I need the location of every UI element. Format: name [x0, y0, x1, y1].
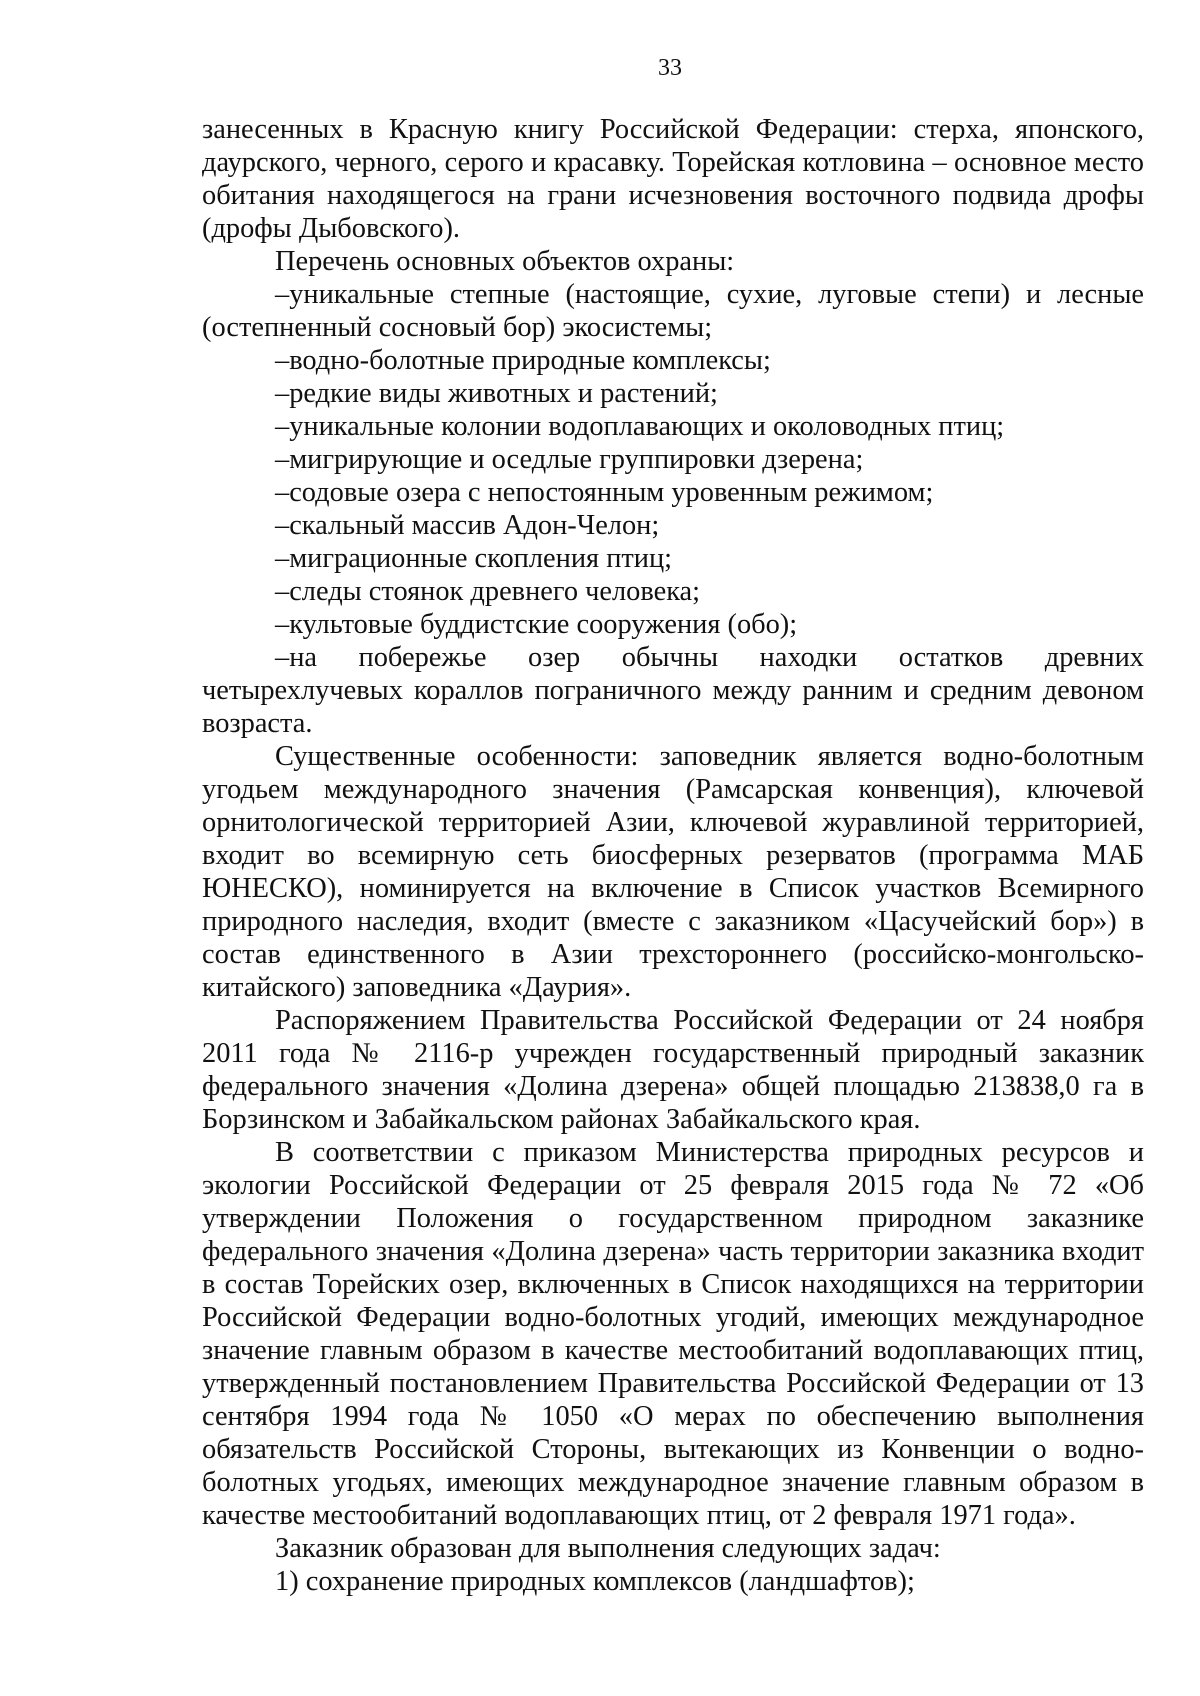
list-item: –редкие виды животных и растений; [275, 378, 718, 409]
list-item: –водно-болотные природные комплексы; [275, 345, 771, 376]
list-item: –следы стоянок древнего человека; [275, 576, 701, 607]
page-number: 33 [658, 55, 682, 81]
list-item: –скальный массив Адон-Челон; [275, 510, 660, 541]
list-item: –миграционные скопления птиц; [275, 543, 673, 574]
list-item: –культовые буддистские сооружения (обо); [275, 609, 798, 640]
list-item: –уникальные колонии водоплавающих и околоводных птиц; [275, 411, 1005, 442]
tasks-heading: Заказник образован для выполнения следующих задач: [275, 1533, 941, 1564]
list-item: –содовые озера с непостоянным уровенным режимом; [275, 477, 934, 508]
document-body [202, 113, 1144, 1598]
protected-objects-heading: Перечень основных объектов охраны: [275, 246, 735, 277]
list-item: –уникальные степные (настоящие, сухие, луговые степи) и лесные (остепненный сосновый бор) экосистемы; [202, 279, 1144, 343]
paragraph-decree: Распоряжением Правительства Российской Федерации от 24 ноября 2011 года № 2116-р учрежден государственный природный заказник федерального значения «Долина дзерена» общей площадью 213838,0 га в Борзинском и Забайкальском районах Забайкальского края. [202, 1005, 1144, 1135]
list-item: –на побережье озер обычны находки остатков древних четырехлучевых кораллов пограничного между ранним и средним девоном возраста. [202, 642, 1144, 739]
task-item: 1) сохранение природных комплексов (ландшафтов); [275, 1566, 915, 1597]
list-item: –мигрирующие и оседлые группировки дзерена; [275, 444, 864, 475]
paragraph-features: Существенные особенности: заповедник является водно-болотным угодьем международного значения (Рамсарская конвенция), ключевой орнитологической территорией Азии, ключевой журавлиной территорией, входит во всемирную сеть биосферных резерватов (программа МАБ ЮНЕСКО), номинируется на включение в Список участков Всемирного природного наследия, входит (вместе с заказником «Цасучейский бор») в состав единственного в Азии трехстороннего (российско-монгольско-китайского) заповедника «Даурия». [202, 741, 1144, 1003]
paragraph-order: В соответствии с приказом Министерства природных ресурсов и экологии Российской Федерации от 25 февраля 2015 года № 72 «Об утверждении Положения о государственном природном заказнике федерального значения «Долина дзерена» часть территории заказника входит в состав Торейских озер, включенных в Список находящихся на территории Российской Федерации водно-болотных угодий, имеющих международное значение главным образом в качестве местообитаний водоплавающих птиц, утвержденный постановлением Правительства Российской Федерации от 13 сентября 1994 года № 1050 «О мерах по обеспечению выполнения обязательств Российской Стороны, вытекающих из Конвенции о водно-болотных угодьях, имеющих международное значение главным образом в качестве местообитаний водоплавающих птиц, от 2 февраля 1971 года». [202, 1137, 1144, 1531]
paragraph-continuation: занесенных в Красную книгу Российской Федерации: стерха, японского, даурского, черного, серого и красавку. Торейская котловина – основное место обитания находящегося на грани исчезновения восточного подвида дрофы (дрофы Дыбовского). [202, 114, 1144, 244]
